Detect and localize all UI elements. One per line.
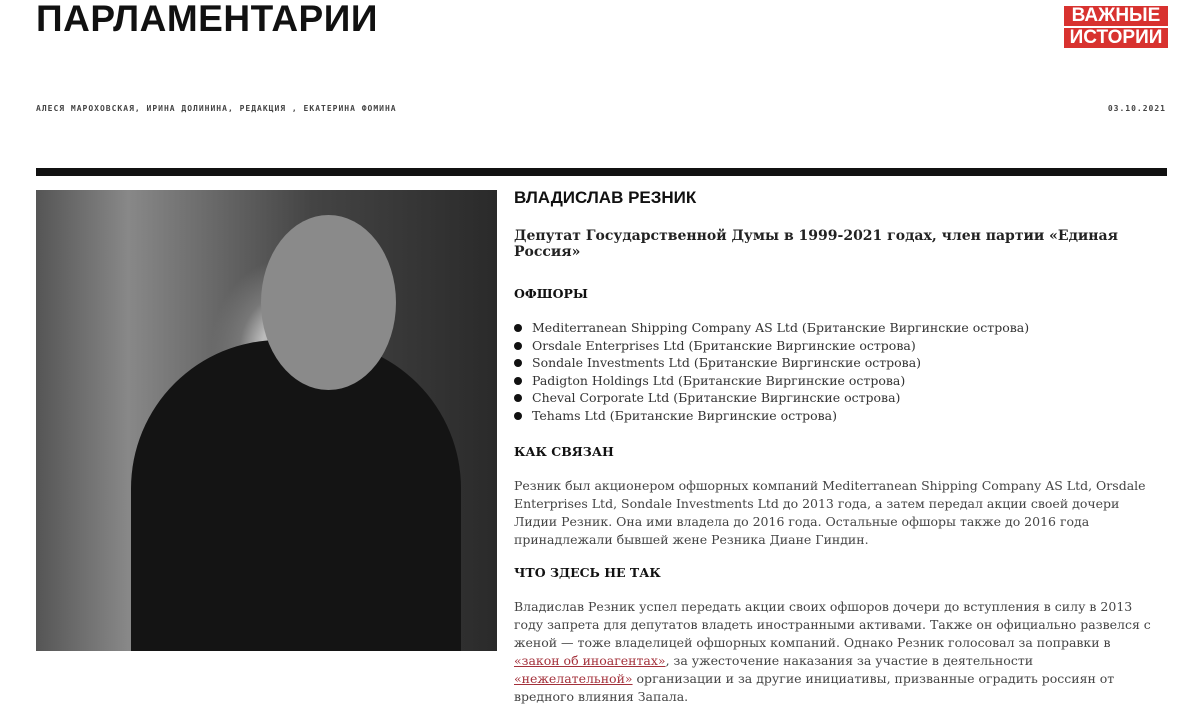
divider	[36, 168, 1167, 176]
list-item: Orsdale Enterprises Ltd (Британские Виргинские острова)	[514, 337, 1154, 355]
paragraph	[514, 598, 1154, 706]
foreign-agents-law-link[interactable]: «закон об иноагентах»	[514, 653, 666, 668]
list-item: Tehams Ltd (Британские Виргинские острова)	[514, 407, 1154, 425]
text: Владислав Резник успел передать акции своих офшоров дочери до вступления в силу в 2013 году запрета для депутатов владеть иностранными активами. Также он официально развелся с женой — тоже владелицей офшорных компаний. Однако Резник голосовал за поправки в	[514, 599, 1151, 650]
section-heading: КАК СВЯЗАН	[514, 444, 614, 459]
person-subtitle: Депутат Государственной Думы в 1999-2021 годах, член партии «Единая Россия»	[514, 228, 1118, 260]
paragraph: Резник был акционером офшорных компаний Mediterranean Shipping Company AS Ltd, Orsdale Enterprises Ltd, Sondale Investments Ltd до 2013 года, а затем передал акции своей дочери Лидии Резник. Она ими владела до 2016 года. Остальные офшоры также до 2016 года принадлежали бывшей жене Резника Диане Гиндин.	[514, 478, 1146, 547]
list-item: Mediterranean Shipping Company AS Ltd (Британские Виргинские острова)	[514, 319, 1154, 337]
text: , за ужесточение наказания за участие в деятельности	[665, 653, 1034, 668]
list-item: Sondale Investments Ltd (Британские Виргинские острова)	[514, 354, 1154, 372]
person-name: ВЛАДИСЛАВ РЕЗНИК	[514, 188, 697, 207]
logo-line: ВАЖНЫЕ	[1064, 6, 1168, 26]
site-logo[interactable]	[1064, 6, 1168, 50]
page-title: ПАРЛАМЕНТАРИИ	[36, 0, 378, 39]
section-heading: ОФШОРЫ	[514, 286, 588, 301]
offshore-list	[514, 319, 1154, 424]
section-heading: ЧТО ЗДЕСЬ НЕ ТАК	[514, 565, 661, 580]
list-item: Padigton Holdings Ltd (Британские Виргинские острова)	[514, 372, 1154, 390]
authors-byline: АЛЕСЯ МАРОХОВСКАЯ, ИРИНА ДОЛИНИНА, РЕДАКЦИЯ , ЕКАТЕРИНА ФОМИНА	[36, 104, 397, 113]
undesirable-link[interactable]: «нежелательной»	[514, 671, 633, 686]
list-item: Cheval Corporate Ltd (Британские Виргинские острова)	[514, 389, 1154, 407]
profile-text	[514, 188, 1154, 706]
logo-line: ИСТОРИИ	[1064, 28, 1168, 48]
publish-date: 03.10.2021	[1107, 104, 1166, 113]
text: организации и за другие инициативы, призванные оградить россиян от вредного влияния Запала.	[514, 671, 1115, 704]
portrait-photo	[36, 190, 497, 651]
